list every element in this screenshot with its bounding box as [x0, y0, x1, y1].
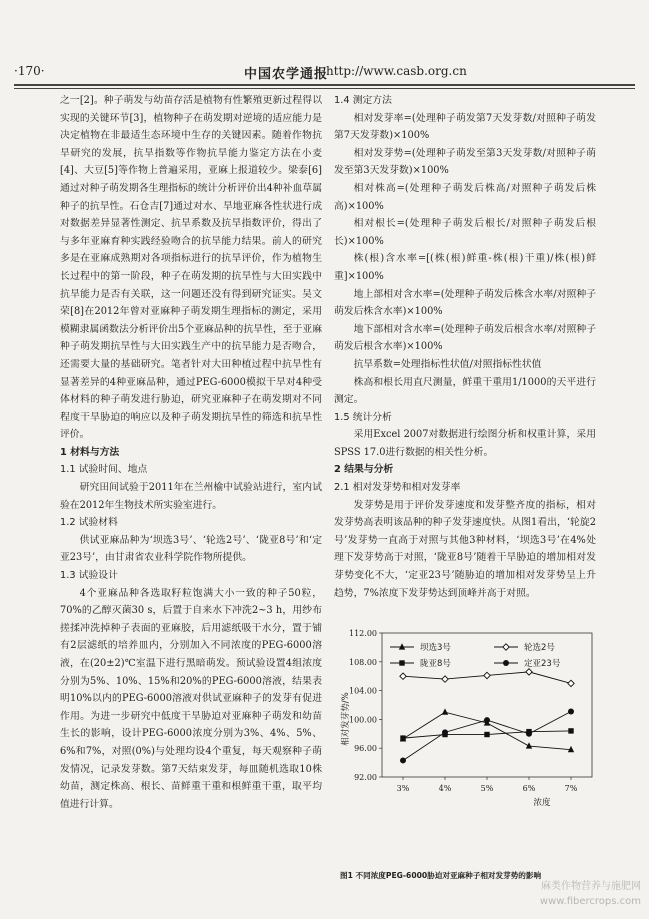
data-point-s3-1 [400, 735, 405, 740]
paragraph: 采用Excel 2007对数据进行绘图分析和权重计算，采用SPSS 17.0进行数据的相关性分析。 [334, 429, 596, 458]
data-point-s2-5 [568, 680, 574, 686]
paragraph: 之一[2]。种子萌发与幼苗存活是植物有性繁殖更新过程得以实现的关键环节[3]，植物种子在萌发期对逆境的适应能力是决定植物在非最适生态环境中生存的关键因素。随着作物抗旱研究的发展，抗旱指数等作物抗旱能力鉴定方法在小麦[4]、大豆[5]等作物上普遍采用，亚麻上报道较少。梁泰[6]通过对种子萌发期各生理指标的统计分析评价出4种补血草属种子的抗旱性。石仓吉[7]通过对水、旱地亚麻各性状进行成对数据差异显著性测定、抗旱系数及抗旱指数评价，得出了与多年亚麻育种实践经验吻合的抗旱能力结果。前人的研究多是在亚麻成熟期对各项指标进行的抗旱评价，作为植物生长过程中的第一阶段，种子在萌发期的抗旱性与大田实践中抗旱能力是否有关联，这一问题还没有得到研究证实。吴文荣[8]在2012年曾对亚麻种子萌发期生理指标的测定，采用模糊隶属函数法分析评价出5个亚麻品种的抗旱性，至于亚麻种子萌发期抗旱性与大田实践生产中的抗旱能力是否吻合，还需要大量的基础研究。笔者针对大田种植过程中抗旱性有显著差异的4种亚麻品种，通过PEG-6000模拟干旱对4种受体材料的种子萌发进行胁迫，研究亚麻种子在萌发期对不同程度干旱胁迫的响应以及种子萌发期抗旱性的筛选和抗旱性评价。 [60, 95, 322, 441]
y-tick-label: 108.00 [349, 657, 377, 667]
plot-frame [382, 633, 592, 777]
paragraph: 地上部相对含水率=(处理种子萌发后株含水率/对照种子萌发后株含水率)×100% [334, 288, 596, 318]
figure-caption: 图1 不同浓度PEG-6000胁迫对亚麻种子相对发芽势的影响 [340, 871, 542, 880]
data-point-s4-2 [442, 729, 448, 735]
x-tick-label: 3% [396, 784, 410, 793]
paragraph: 相对发芽势=(处理种子萌发至第3天发芽数/对照种子萌发至第3天发芽数)×100% [334, 147, 596, 177]
journal-title: 中国农学通报 [244, 67, 329, 82]
data-point-s4-5 [568, 708, 574, 714]
page-header [14, 62, 635, 82]
data-point-s3-3 [484, 732, 489, 737]
subsection-heading: 1.5 统计分析 [334, 411, 392, 423]
page-number: ·170· [14, 64, 45, 78]
x-axis-label: 浓度 [533, 798, 551, 808]
header-rule-thin [14, 88, 635, 89]
data-point-s4-4 [526, 731, 532, 737]
legend-label-3: 陇亚8号 [420, 659, 451, 669]
x-tick-label: 6% [522, 784, 536, 793]
legend-marker-4 [503, 660, 509, 666]
paragraph: 4个亚麻品种各选取籽粒饱满大小一致的种子50粒，70%的乙醇灭菌30 s，后置于自来水下冲洗2~3 h，用纱布搓揉冲洗掉种子表面的亚麻胶，后用滤纸吸干水分，置于铺有2层滤纸的培养皿内，分别加入不同浓度的PEG-6000溶液，在(20±2)℃室温下进行黑暗萌发。预试验设置4组浓度分别为5%、10%、15%和20%的PEG-6000溶液，结果表明10%以内的PEG-6000溶液对供试亚麻种子的发芽有促进作用。为进一步研究中低度干旱胁迫对亚麻种子萌发和幼苗生长的影响，设计PEG-6000浓度分别为3%、4%、5%、6%和7%，对照(0%)与处理均设4个重复，每天观察种子萌发情况，记录发芽数。第7天结束发芽，每皿随机选取10株幼苗，测定株高、根长、苗鲜重干重和根鲜重干重，取平均值进行计算。 [60, 587, 322, 810]
y-tick-label: 96.00 [354, 744, 377, 754]
subsection-heading: 2.1 相对发芽势和相对发芽率 [334, 482, 461, 494]
data-point-s2-3 [484, 672, 490, 678]
data-point-s1-2 [442, 708, 448, 714]
paragraph: 相对发芽率=(处理种子萌发第7天发芽数/对照种子萌发第7天发芽数)×100% [334, 112, 596, 142]
header-rule [14, 84, 635, 86]
subsection-heading: 1.4 测定方法 [334, 95, 392, 106]
x-tick-label: 5% [480, 784, 494, 793]
y-tick-label: 92.00 [354, 773, 377, 782]
data-point-s2-2 [442, 676, 448, 682]
legend-marker-1 [399, 643, 405, 649]
data-point-s2-1 [400, 673, 406, 679]
section-heading: 1 材料与方法 [60, 446, 120, 458]
paragraph: 地下部相对含水率=(处理种子萌发后根含水率/对照种子萌发后根含水率)×100% [334, 323, 596, 353]
legend-label-2: 轮选2号 [524, 643, 555, 653]
y-axis-label: 相对发芽势/% [341, 692, 351, 746]
y-tick-label: 104.00 [349, 686, 377, 696]
paragraph: 株(根)含水率=[(株(根)鲜重-株(根)干重)/株(根)鲜重]×100% [334, 253, 596, 282]
watermark [540, 879, 641, 909]
paragraph: 株高和根长用直尺测量，鲜重干重用1/1000的天平进行测定。 [334, 376, 596, 406]
paragraph: 发芽势是用于评价发芽速度和发芽整齐度的指标，相对发芽势高表明该品种的种子发芽速度快。从图1看出，‘轮旋2号’发芽势一直高于对照与其他3种材料，‘坝选3号’在4%处理下发芽势高于对照，‘陇亚8号’随着干旱胁迫的增加相对发芽势变化不大，‘定亚23号’随胁迫的增加相对发芽势呈上升趋势，7%浓度下发芽势达到顶峰并高于对照。 [334, 499, 596, 599]
section-heading: 2 结果与分析 [334, 464, 394, 476]
y-tick-label: 112.00 [349, 629, 377, 638]
watermark-url: www.fibercrops.com [539, 896, 641, 907]
journal-url[interactable]: http://www.casb.org.cn [326, 64, 467, 78]
legend-marker-3 [399, 660, 404, 665]
paragraph: 抗旱系数=处理指标性状值/对照指标性状值 [353, 358, 542, 370]
data-point-s4-1 [400, 757, 406, 763]
figure-1-line-chart [334, 625, 602, 865]
legend-marker-2 [503, 644, 509, 650]
data-point-s2-4 [526, 669, 532, 675]
subsection-heading: 1.2 试验材料 [60, 517, 118, 529]
subsection-heading: 1.3 试验设计 [60, 570, 118, 582]
right-column [334, 92, 596, 602]
watermark-site-name: 麻类作物营养与施肥网 [541, 881, 641, 892]
y-tick-label: 100.00 [349, 715, 377, 725]
data-point-s4-3 [484, 717, 490, 723]
x-tick-label: 7% [564, 784, 578, 793]
legend-label-1: 坝选3号 [420, 643, 451, 653]
data-point-s3-5 [568, 728, 573, 733]
paragraph: 研究田间试验于2011年在兰州榆中试验站进行，室内试验在2012年生物技术所实验室进行。 [60, 482, 322, 511]
paragraph: 相对根长=(处理种子萌发后根长/对照种子萌发后根长)×100% [334, 218, 596, 247]
x-tick-label: 4% [438, 784, 452, 793]
paragraph: 供试亚麻品种为‘坝选3号’、‘轮选2号’、‘陇亚8号’和‘定亚23号’，由甘肃省农业科学院作物所提供。 [60, 534, 322, 564]
data-point-s1-4 [526, 742, 532, 748]
legend-label-4: 定亚23号 [524, 659, 561, 669]
subsection-heading: 1.1 试验时间、地点 [60, 464, 148, 476]
paragraph: 相对株高=(处理种子萌发后株高/对照种子萌发后株高)×100% [334, 182, 596, 212]
left-column [60, 92, 322, 813]
